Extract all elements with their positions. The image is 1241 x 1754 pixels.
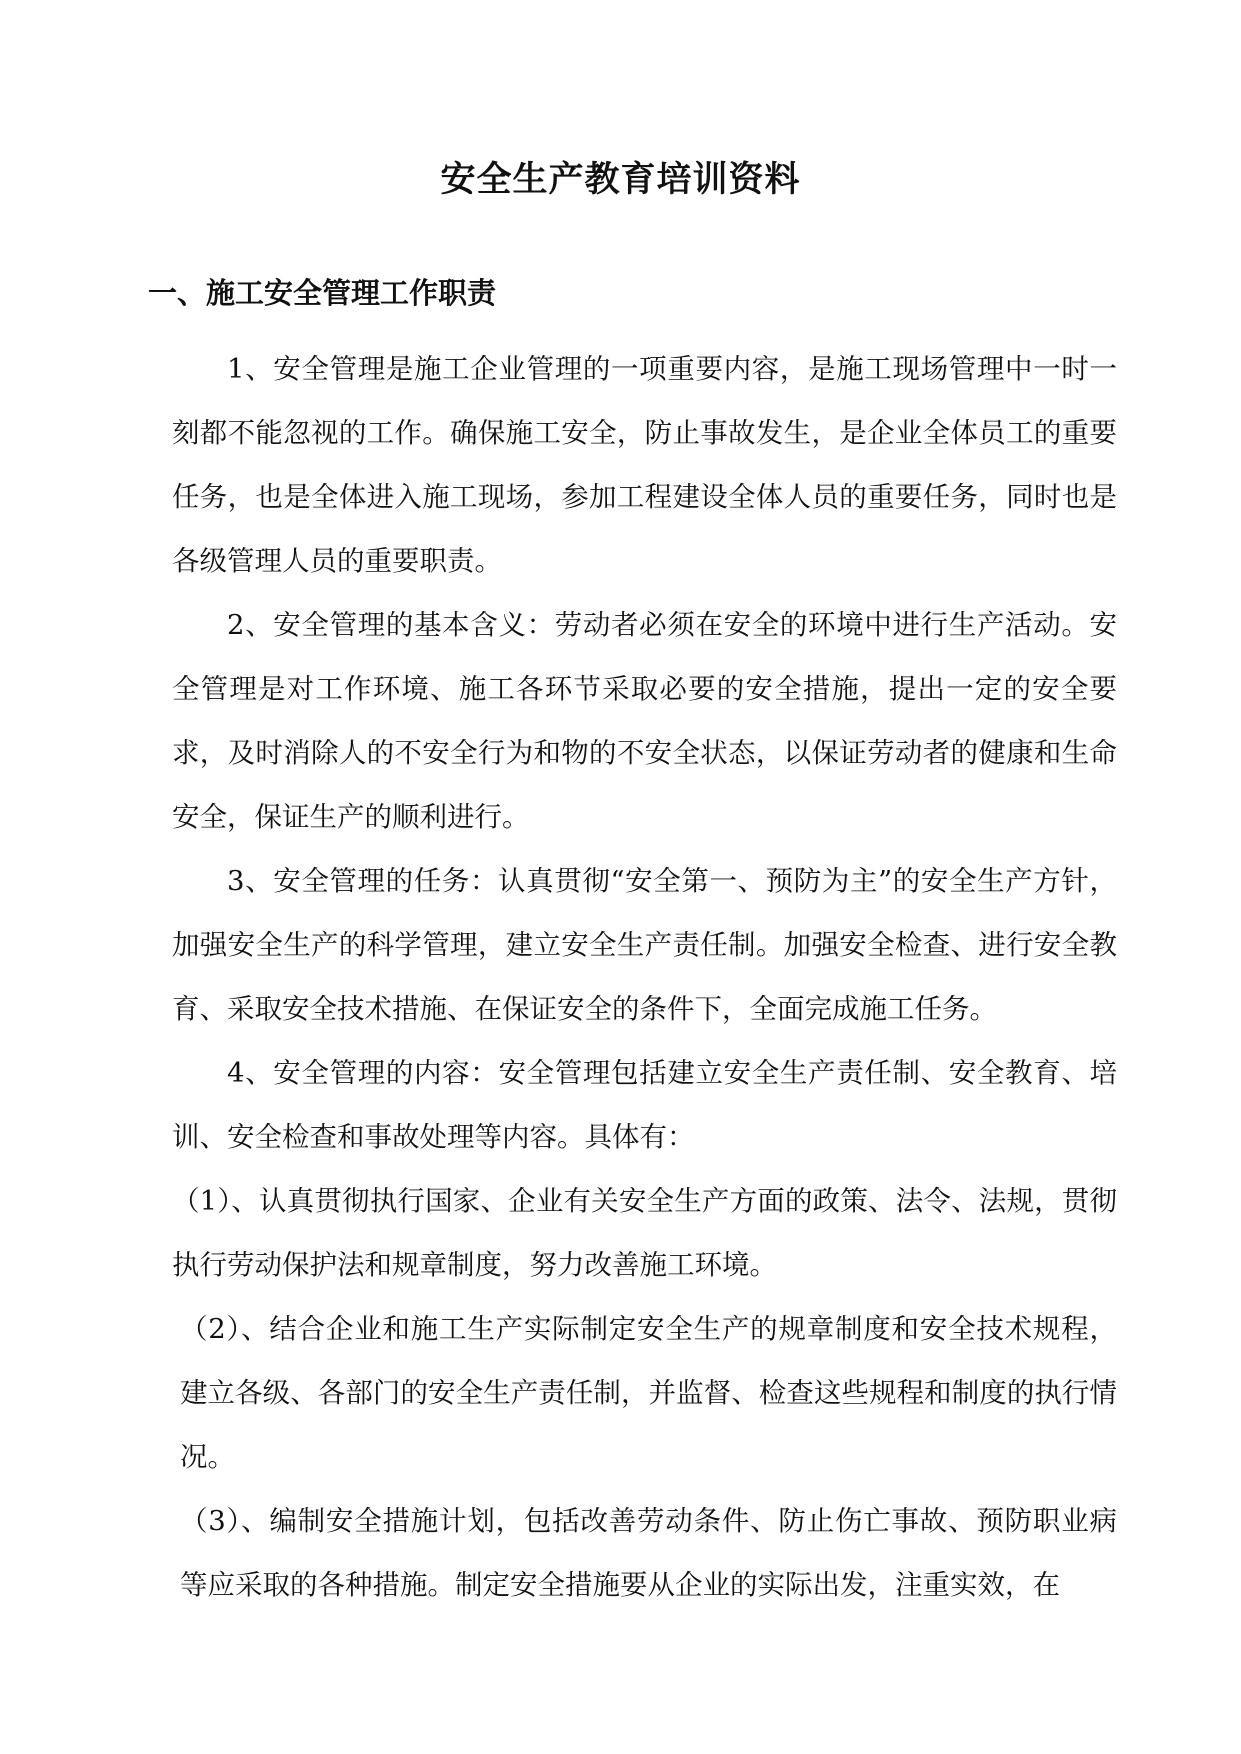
- sub-item-3: （3）、编制安全措施计划，包括改善劳动条件、防止伤亡事故、预防职业病等应采取的各种措施。制定安全措施要从企业的实际出发，注重实效，在: [180, 1505, 1117, 1601]
- sub-item-1: （1）、认真贯彻执行国家、企业有关安全生产方面的政策、法令、法规，贯彻执行劳动保护法和规章制度，努力改善施工环境。: [172, 1185, 1117, 1281]
- paragraph-2: 2、安全管理的基本含义：劳动者必须在安全的环境中进行生产活动。安全管理是对工作环境、施工各环节采取必要的安全措施，提出一定的安全要求，及时消除人的不安全行为和物的不安全状态，以保证劳动者的健康和生命安全，保证生产的顺利进行。: [172, 609, 1117, 833]
- document-title: 安全生产教育培训资料: [440, 159, 801, 200]
- sub-item-2: （2）、结合企业和施工生产实际制定安全生产的规章制度和安全技术规程，建立各级、各部门的安全生产责任制，并监督、检查这些规程和制度的执行情况。: [180, 1313, 1117, 1473]
- paragraph-3: 3、安全管理的任务：认真贯彻“安全第一、预防为主”的安全生产方针，加强安全生产的科学管理，建立安全生产责任制。加强安全检查、进行安全教育、采取安全技术措施、在保证安全的条件下，全面完成施工任务。: [172, 865, 1117, 1025]
- section-heading: 一、施工安全管理工作职责: [148, 276, 497, 310]
- paragraph-4: 4、安全管理的内容：安全管理包括建立安全生产责任制、安全教育、培训、安全检查和事故处理等内容。具体有：: [172, 1057, 1117, 1153]
- paragraph-1: 1、安全管理是施工企业管理的一项重要内容，是施工现场管理中一时一刻都不能忽视的工作。确保施工安全，防止事故发生，是企业全体员工的重要任务，也是全体进入施工现场，参加工程建设全体人员的重要任务，同时也是各级管理人员的重要职责。: [172, 353, 1117, 577]
